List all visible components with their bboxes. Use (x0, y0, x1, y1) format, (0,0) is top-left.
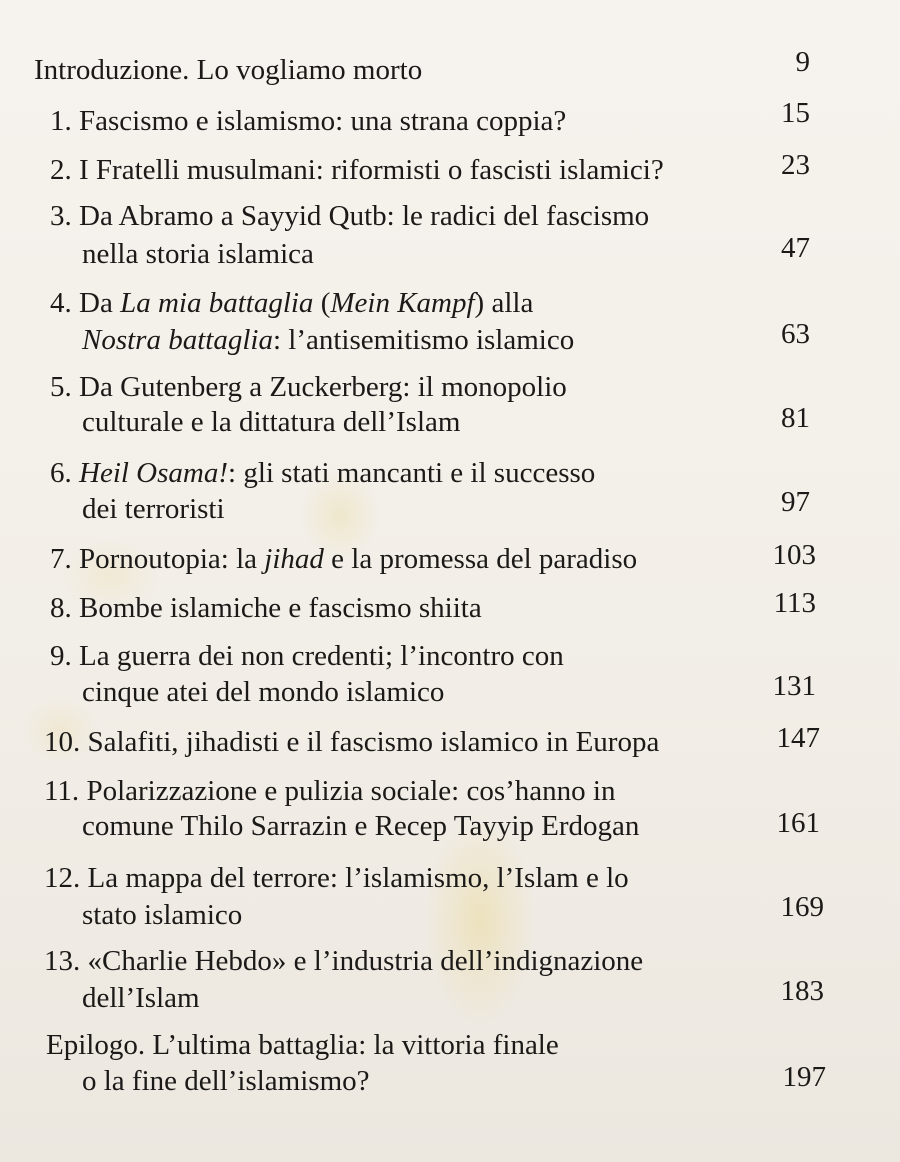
toc-line (82, 322, 574, 358)
toc-chapter-number: 2. (50, 154, 72, 186)
toc-title-italic: Heil Osama! (79, 457, 229, 489)
toc-title-line-2: dell’Islam (82, 982, 200, 1014)
toc-line (50, 590, 482, 626)
toc-chapter-number: 6. (50, 457, 72, 489)
toc-page-number: 97 (781, 486, 810, 518)
toc-chapter-number: 11. (44, 775, 80, 807)
toc-line (44, 943, 643, 979)
toc-line (44, 860, 629, 896)
toc-chapter-number: 10. (44, 726, 81, 758)
toc-title-italic: La mia battaglia (120, 287, 314, 319)
toc-page-number: 113 (773, 587, 816, 619)
toc-line (50, 455, 595, 491)
toc-line (44, 773, 615, 809)
toc-page-number: 47 (781, 232, 810, 264)
toc-title-line-1: Da Abramo a Sayyid Qutb: le radici del fascismo (79, 200, 650, 232)
toc-title-text: : gli stati mancanti e il successo (228, 457, 596, 489)
toc-title: Bombe islamiche e fascismo shiita (79, 592, 482, 624)
toc-title-italic: Mein Kampf (330, 287, 475, 319)
toc-title-text: Pornoutopia: la (79, 543, 265, 575)
toc-title-text: : l’antisemitismo islamico (272, 324, 575, 356)
toc-title-text: ) alla (474, 287, 534, 319)
toc-chapter-number: 13. (44, 945, 81, 977)
toc-chapter-number: 3. (50, 200, 72, 232)
toc-page-number: 81 (781, 402, 810, 434)
toc-line (50, 103, 566, 139)
toc-title-line-2: dei terroristi (82, 493, 225, 525)
toc-title: I Fratelli musulmani: riformisti o fascisti islamici? (79, 154, 664, 186)
toc-chapter-number: 8. (50, 592, 72, 624)
toc-line (50, 198, 649, 234)
toc-page-number: 103 (772, 539, 816, 571)
toc-page-number: 169 (780, 891, 824, 923)
toc-chapter-number: 4. (50, 287, 72, 319)
toc-page-number: 161 (776, 807, 820, 839)
toc-title-line-1: Polarizzazione e pulizia sociale: cos’hanno in (86, 775, 616, 807)
toc-page-number: 197 (782, 1061, 826, 1093)
toc-title-line-1: La guerra dei non credenti; l’incontro con (79, 640, 564, 672)
toc-title-text: Da (79, 287, 121, 319)
toc-title-line-2: o la fine dell’islamismo? (82, 1065, 370, 1097)
toc-title-line-2: nella storia islamica (82, 238, 314, 270)
toc-title-line-2: culturale e la dittatura dell’Islam (82, 406, 461, 438)
toc-title-text: ( (313, 287, 331, 319)
toc-title: Salafiti, jihadisti e il fascismo islamico in Europa (87, 726, 660, 758)
toc-title: Fascismo e islamismo: una strana coppia? (79, 105, 567, 137)
toc-chapter-number: 9. (50, 640, 72, 672)
toc-line (50, 638, 564, 674)
toc-page-number: 9 (795, 46, 810, 78)
toc-title-line-1: «Charlie Hebdo» e l’industria dell’indignazione (87, 945, 644, 977)
toc-title-line-1: Da Gutenberg a Zuckerberg: il monopolio (79, 371, 567, 403)
toc-page-number: 183 (780, 975, 824, 1007)
toc-chapter-number: 7. (50, 543, 72, 575)
toc-chapter-number: 12. (44, 862, 81, 894)
toc-title-line-2: stato islamico (82, 899, 243, 931)
toc-title: Introduzione. Lo vogliamo morto (34, 54, 423, 86)
toc-page-number: 63 (781, 318, 810, 350)
toc-line (50, 369, 567, 405)
toc-title-italic: Nostra battaglia (82, 324, 273, 356)
toc-title-italic: jihad (264, 543, 324, 575)
toc-title-text: e la promessa del paradiso (323, 543, 638, 575)
toc-line (44, 724, 659, 760)
toc-line (50, 541, 637, 577)
toc-chapter-number: 1. (50, 105, 72, 137)
toc-line (50, 152, 664, 188)
toc-page-number: 131 (772, 670, 816, 702)
toc-line (50, 285, 533, 321)
toc-page-number: 23 (781, 149, 810, 181)
toc-title-line-2: cinque atei del mondo islamico (82, 676, 445, 708)
toc-title-line-1: Epilogo. L’ultima battaglia: la vittoria finale (46, 1029, 559, 1061)
toc-page-number: 15 (781, 97, 810, 129)
toc-title-line-1: La mappa del terrore: l’islamismo, l’Islam e lo (87, 862, 629, 894)
toc-title-line-2: comune Thilo Sarrazin e Recep Tayyip Erdogan (82, 810, 640, 842)
toc-chapter-number: 5. (50, 371, 72, 403)
toc-page-number: 147 (776, 722, 820, 754)
